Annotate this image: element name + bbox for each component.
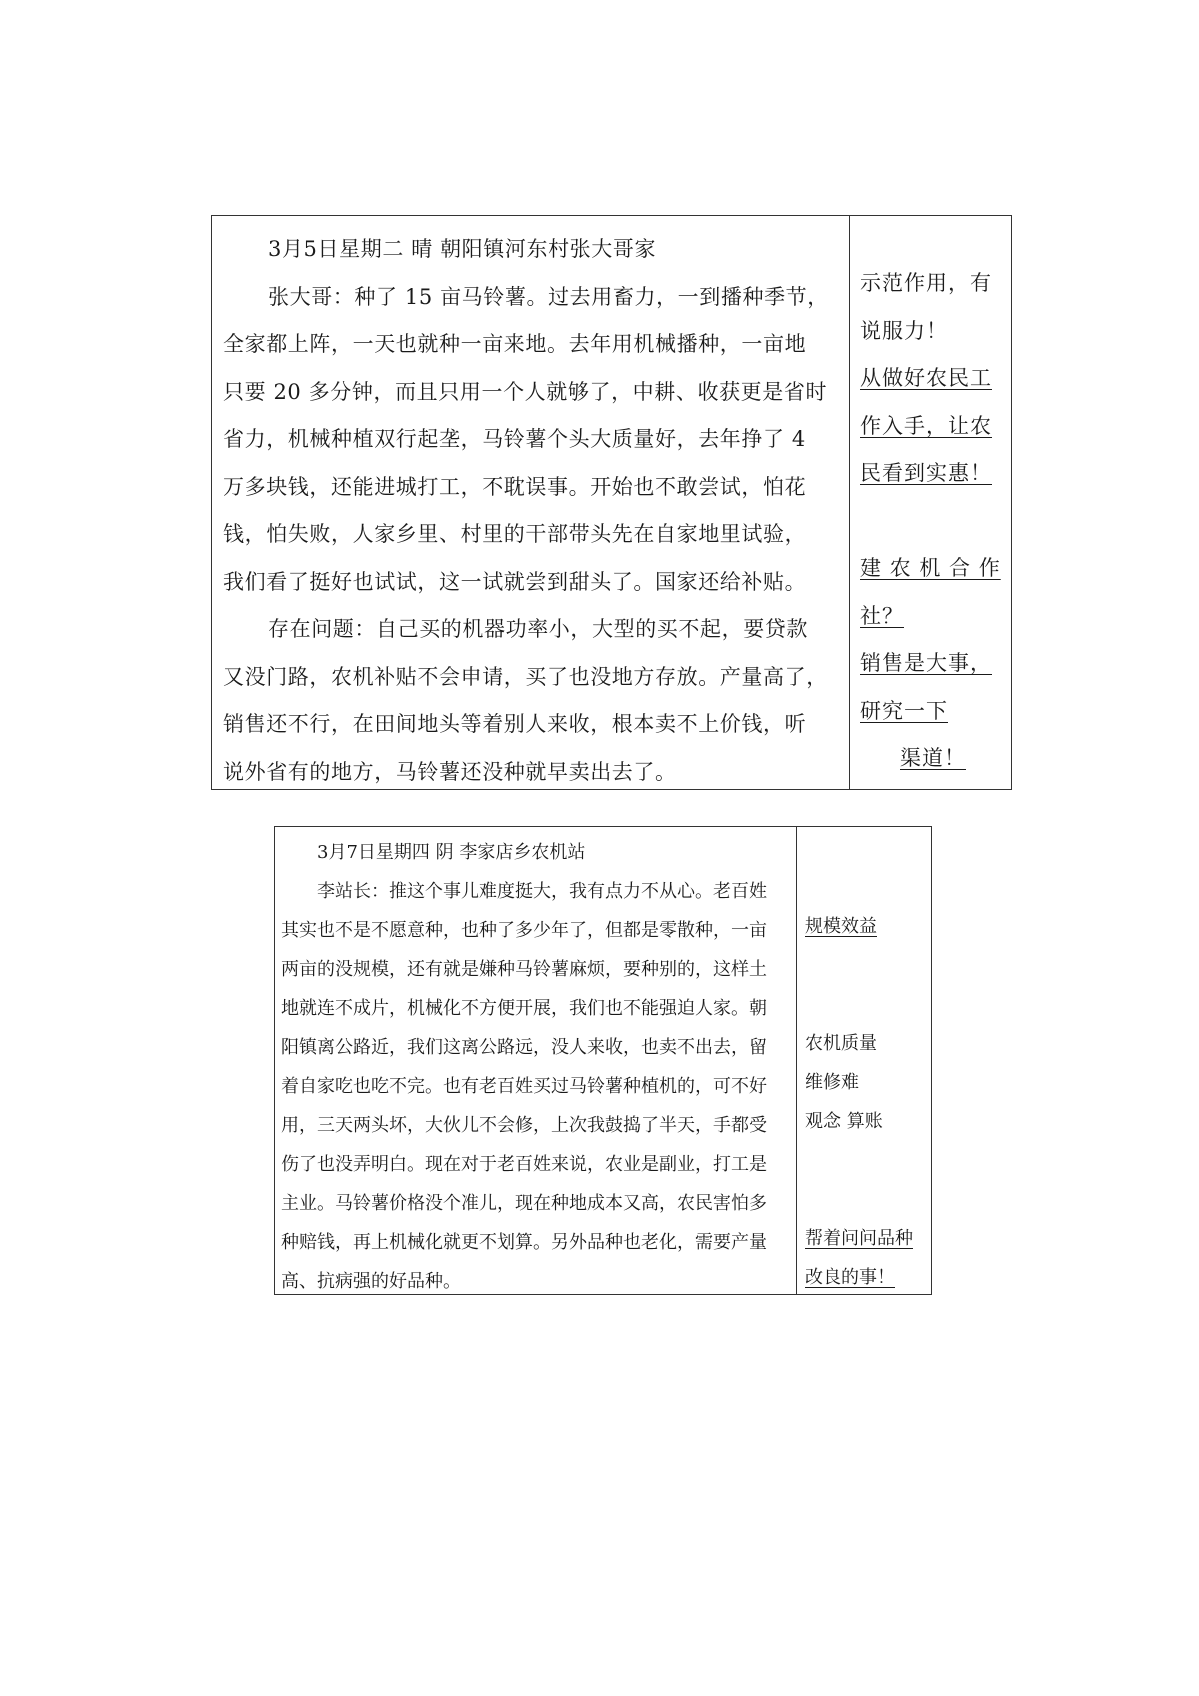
entry-2-line: 阳镇离公路近，我们这离公路远，没人来收，也卖不出去，留 — [281, 1037, 767, 1058]
entry-2-line: 两亩的没规模，还有就是嫌种马铃薯麻烦，要种别的，这样土 — [281, 959, 767, 980]
entry-1-line: 万多块钱，还能进城打工，不耽误事。开始也不敢尝试，怕花 — [223, 474, 807, 499]
margin-note-underlined: 销售是大事， — [860, 651, 992, 675]
margin-note-underlined: 渠道！ — [900, 746, 966, 770]
entry-1-line: 钱，怕失败，人家乡里、村里的干部带头先在自家地里试验， — [223, 522, 807, 546]
entry-1-notes-column — [850, 216, 1011, 789]
note-spacer — [805, 985, 931, 1024]
entry-2-line: 地就连不成片，机械化不方便开展，我们也不能强迫人家。朝 — [281, 998, 767, 1019]
entry-1-line: 省力，机械种植双行起垄，马铃薯个头大质量好，去年挣了 4 — [223, 427, 806, 451]
margin-note-underlined: 从做好农民工 — [860, 366, 992, 390]
margin-note-underlined: 帮着问问品种 — [805, 1228, 913, 1249]
margin-note-underlined: 民看到实惠！ — [860, 461, 992, 485]
note-spacer — [805, 946, 931, 985]
entry-1-text-column — [212, 216, 850, 789]
entry-2-line: 主业。马铃薯价格没个准儿，现在种地成本又高，农民害怕多 — [281, 1193, 767, 1214]
margin-note-underlined: 研究一下 — [860, 698, 948, 723]
note-spacer — [805, 1141, 931, 1180]
note-spacer — [805, 1180, 931, 1219]
entry-2-line: 李站长：推这个事儿难度挺大，我有点力不从心。老百姓 — [317, 881, 767, 902]
entry-2-line: 其实也不是不愿意种，也种了多少年了，但都是零散种，一亩 — [281, 920, 767, 941]
entry-2-line: 用，三天两头坏，大伙儿不会修，上次我鼓捣了半天，手都受 — [281, 1115, 767, 1136]
entry-1-line: 只要 20 多分钟，而且只用一个人就够了，中耕、收获更是省时 — [223, 379, 828, 404]
entry-2-notes-column — [797, 827, 931, 1294]
margin-note: 观念 算账 — [805, 1111, 883, 1132]
note-spacer — [860, 498, 1011, 546]
entry-1-line: 全家都上阵，一天也就种一亩来地。去年用机械播种，一亩地 — [223, 332, 807, 356]
entry-2-line: 种赔钱，再上机械化就更不划算。另外品种也老化，需要产量 — [281, 1232, 767, 1253]
entry-1-line: 说外省有的地方，马铃薯还没种就早卖出去了。 — [223, 759, 677, 784]
entry-1-header: 3月5日星期二 晴 朝阳镇河东村张大哥家 — [268, 237, 657, 261]
diary-entry-2 — [274, 826, 932, 1295]
entry-2-line: 着自家吃也吃不完。也有老百姓买过马铃薯种植机的，可不好 — [281, 1076, 767, 1097]
margin-note-underlined: 作入手，让农 — [860, 413, 992, 438]
entry-1-line: 销售还不行，在田间地头等着别人来收，根本卖不上价钱，听 — [223, 712, 807, 736]
margin-note: 说服力！ — [860, 318, 948, 343]
margin-note: 示范作用，有 — [860, 271, 992, 295]
margin-note-underlined: 改良的事！ — [805, 1267, 895, 1288]
entry-2-text-column — [275, 827, 797, 1294]
entry-1-line: 又没门路，农机补贴不会申请，买了也没地方存放。产量高了， — [223, 664, 828, 689]
diary-entry-1 — [211, 215, 1012, 790]
margin-note-underlined: 规模效益 — [805, 916, 877, 937]
entry-2-line: 高、抗病强的好品种。 — [281, 1271, 461, 1292]
margin-note: 农机质量 — [805, 1033, 877, 1054]
entry-2-line: 伤了也没弄明白。现在对于老百姓来说，农业是副业，打工是 — [281, 1154, 767, 1175]
entry-1-line: 我们看了挺好也试试，这一试就尝到甜头了。国家还给补贴。 — [223, 569, 807, 594]
margin-note: 维修难 — [805, 1072, 859, 1093]
entry-1-line: 存在问题：自己买的机器功率小，大型的买不起，要贷款 — [268, 617, 808, 641]
entry-1-line: 张大哥：种了 15 亩马铃薯。过去用畜力，一到播种季节， — [268, 284, 829, 309]
margin-note-underlined: 社？ — [860, 603, 904, 628]
margin-note-underlined: 建 农 机 合 作 — [860, 556, 1001, 580]
entry-2-header: 3月7日星期四 阴 李家店乡农机站 — [317, 842, 586, 863]
